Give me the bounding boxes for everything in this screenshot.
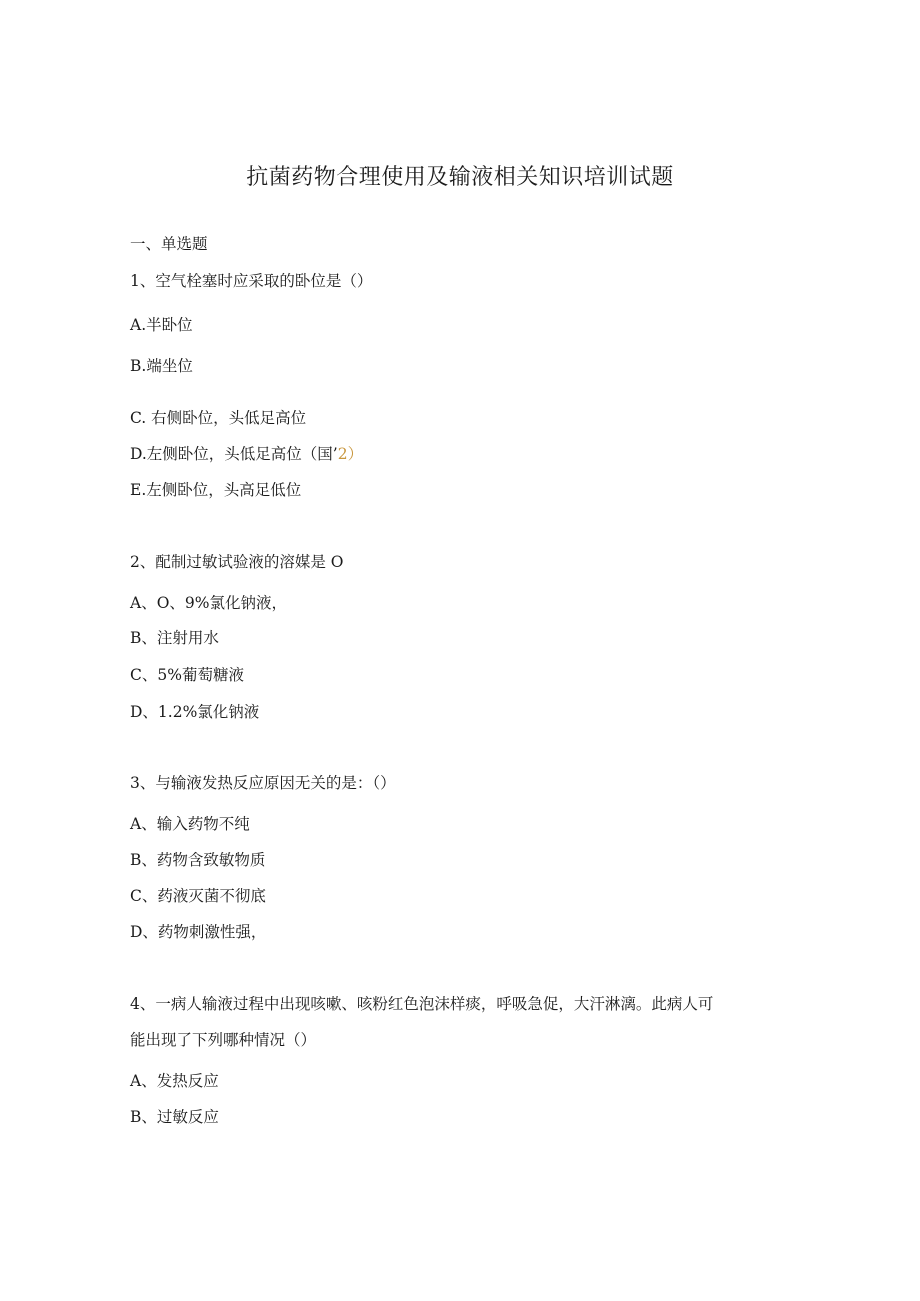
question-4-option-a: A、发热反应 xyxy=(130,1072,219,1090)
question-1-option-a: A.半卧位 xyxy=(130,316,193,334)
question-3-option-d: D、药物刺激性强， xyxy=(130,923,267,941)
question-1-option-d xyxy=(130,444,363,464)
page-title: 抗菌药物合理使用及输液相关知识培训试题 xyxy=(246,165,674,190)
question-1-option-d-annotation: 2） xyxy=(337,445,364,463)
question-3-option-b: B、药物含致敏物质 xyxy=(130,851,266,869)
question-4-option-b: B、过敏反应 xyxy=(130,1108,219,1126)
section-heading: 一、单选题 xyxy=(130,235,208,253)
question-2-stem: 2、配制过敏试验液的溶媒是 O xyxy=(130,553,344,571)
question-2-option-c: C、5%葡萄糖液 xyxy=(130,666,244,684)
question-1-option-d-text: D.左侧卧位，头低足高位（国’ xyxy=(130,445,338,463)
question-1-option-b: B.端坐位 xyxy=(130,357,193,375)
question-1-option-e: E.左侧卧位，头高足低位 xyxy=(130,481,302,499)
question-1-stem: 1、空气栓塞时应采取的卧位是（） xyxy=(130,272,373,290)
question-4-stem-line-2: 能出现了下列哪种情况（） xyxy=(130,1031,317,1049)
question-1-option-c: C. 右侧卧位，头低足高位 xyxy=(130,409,307,427)
question-3-option-c: C、药液灭菌不彻底 xyxy=(130,887,266,905)
question-3-option-a: A、输入药物不纯 xyxy=(130,815,250,833)
question-2-option-d: D、1.2%氯化钠液 xyxy=(130,703,260,721)
question-3-stem: 3、与输液发热反应原因无关的是：（） xyxy=(130,774,396,792)
question-2-option-b: B、注射用水 xyxy=(130,629,219,647)
question-4-stem-line-1: 4、一病人输液过程中出现咳嗽、咳粉红色泡沫样痰，呼吸急促，大汗淋漓。此病人可 xyxy=(130,995,714,1013)
question-2-option-a: A、O、9%氯化钠液， xyxy=(130,594,287,612)
